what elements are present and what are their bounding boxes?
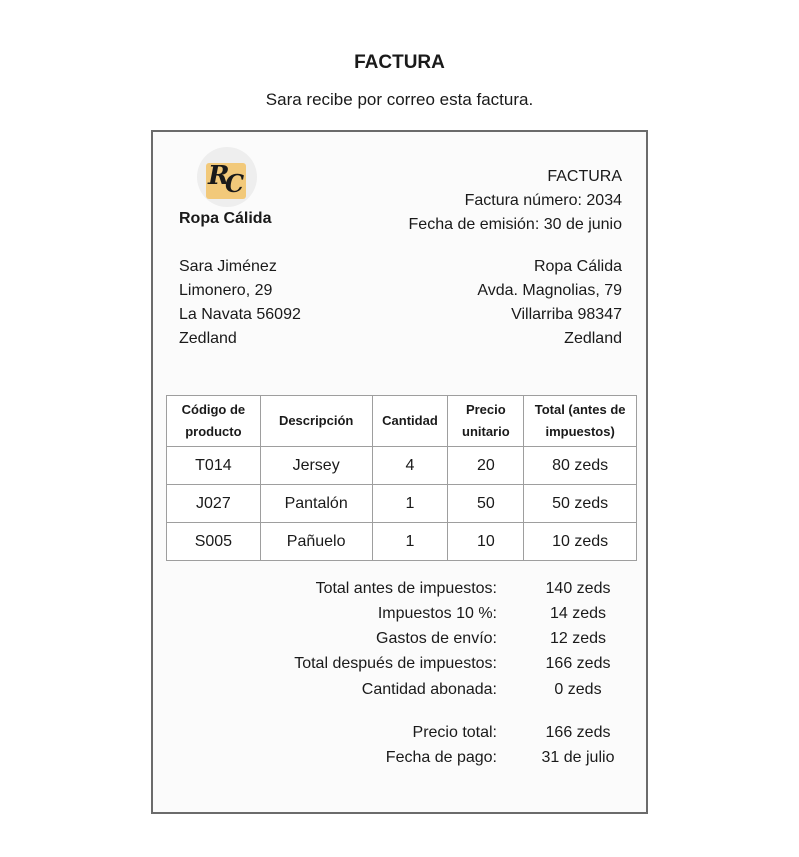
subtotal-value: 140 zeds — [545, 580, 611, 597]
after-tax-row — [153, 655, 650, 677]
cell-total: 10 zeds — [524, 523, 637, 561]
table-row — [167, 485, 637, 523]
cell-code: S005 — [167, 523, 261, 561]
cell-quantity: 4 — [372, 447, 448, 485]
company-name: Ropa Cálida — [179, 210, 272, 227]
ropa-calida-logo-icon — [194, 146, 260, 208]
header-description: Descripción — [260, 396, 372, 447]
cell-unit-price: 20 — [448, 447, 524, 485]
table-row — [167, 523, 637, 561]
subtotal-row — [153, 580, 650, 602]
subtotal-label: Total antes de impuestos: — [315, 580, 497, 597]
seller-country: Zedland — [564, 330, 622, 347]
items-table — [166, 395, 637, 561]
shipping-label: Gastos de envío: — [376, 630, 497, 647]
invoice-number: Factura número: 2034 — [464, 192, 622, 209]
payment-date-label: Fecha de pago: — [385, 749, 497, 766]
header-quantity: Cantidad — [372, 396, 448, 447]
seller-address — [477, 255, 622, 351]
customer-address — [179, 255, 301, 351]
table-header-row — [167, 396, 637, 447]
tax-row — [153, 605, 650, 627]
cell-description: Pantalón — [260, 485, 372, 523]
invoice-document — [151, 130, 648, 814]
header-code: Código de producto — [167, 396, 261, 447]
cell-description: Jersey — [260, 447, 372, 485]
cell-code: T014 — [167, 447, 261, 485]
total-price-value: 166 zeds — [545, 724, 611, 741]
after-tax-value: 166 zeds — [545, 655, 611, 672]
customer-name: Sara Jiménez — [179, 258, 277, 275]
seller-street: Avda. Magnolias, 79 — [477, 282, 622, 299]
header-unit-price: Precio unitario — [448, 396, 524, 447]
invoice-date: Fecha de emisión: 30 de junio — [408, 216, 622, 233]
cell-total: 80 zeds — [524, 447, 637, 485]
svg-text:R: R — [208, 161, 230, 191]
paid-row — [153, 681, 650, 703]
shipping-value: 12 zeds — [549, 630, 607, 647]
invoice-meta — [409, 165, 622, 237]
customer-street: Limonero, 29 — [179, 282, 273, 299]
cell-quantity: 1 — [372, 523, 448, 561]
table-row — [167, 447, 637, 485]
after-tax-label: Total después de impuestos: — [294, 655, 497, 672]
paid-value: 0 zeds — [554, 681, 602, 698]
intro-text: Sara recibe por correo esta factura. — [265, 90, 534, 109]
page-title: FACTURA — [354, 52, 445, 73]
tax-label: Impuestos 10 %: — [377, 605, 497, 622]
invoice-heading: FACTURA — [547, 168, 622, 185]
svg-text:C: C — [225, 169, 245, 198]
tax-value: 14 zeds — [549, 605, 607, 622]
cell-unit-price: 50 — [448, 485, 524, 523]
cell-description: Pañuelo — [260, 523, 372, 561]
seller-name: Ropa Cálida — [533, 258, 622, 275]
cell-quantity: 1 — [372, 485, 448, 523]
customer-country: Zedland — [179, 330, 237, 347]
cell-code: J027 — [167, 485, 261, 523]
payment-date-row — [153, 749, 650, 771]
customer-city: La Navata 56092 — [179, 306, 301, 323]
seller-city: Villarriba 98347 — [511, 306, 622, 323]
header-total: Total (antes de impuestos) — [524, 396, 637, 447]
total-price-row — [153, 724, 650, 746]
payment-date-value: 31 de julio — [541, 749, 615, 766]
total-price-label: Precio total: — [412, 724, 497, 741]
cell-total: 50 zeds — [524, 485, 637, 523]
shipping-row — [153, 630, 650, 652]
cell-unit-price: 10 — [448, 523, 524, 561]
paid-label: Cantidad abonada: — [361, 681, 497, 698]
